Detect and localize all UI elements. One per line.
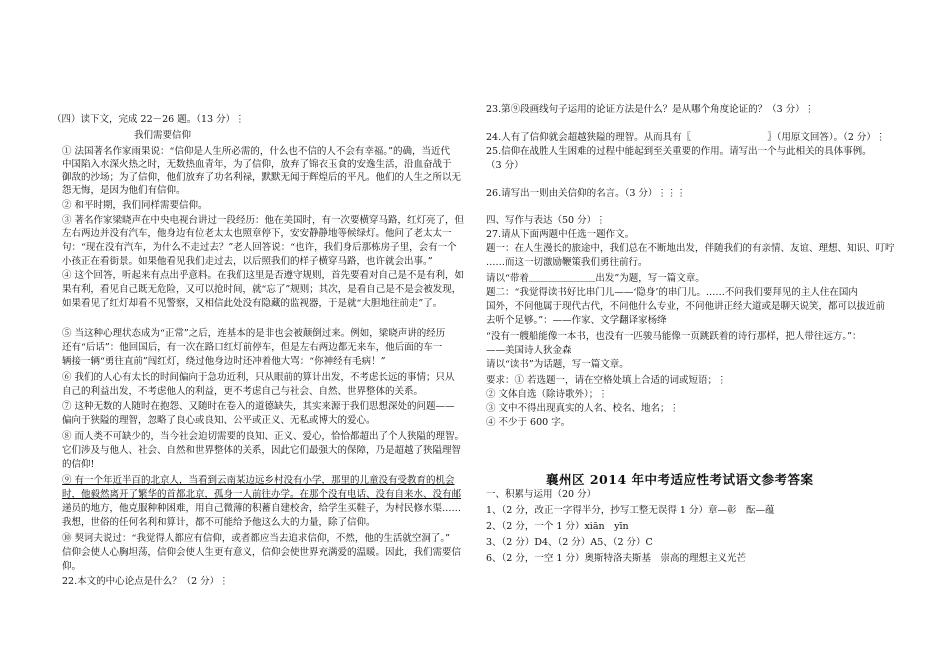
- paragraph-line: ① 法国著名作家雨果说：“信仰是人生所必需的，什么也不信的人不会有幸福。”的确，当近代: [62, 146, 450, 157]
- answer-line: 3、（2 分）D4、（2 分）A5、（2 分）C: [486, 537, 653, 548]
- question-26: 26.请写出一则由关信仰的名言。（3 分）⋮⋮⋮: [486, 188, 686, 199]
- paragraph-line: 自己的利益出发，不考虑他人的利益，更不考虑自己与社会、自然、世界整体的关系。: [62, 386, 424, 397]
- paragraph-line: ⑤ 当这种心理状态成为“正常”之后，连基本的是非也会被颠倒过来。例如，梁晓声讲的经历: [62, 328, 446, 339]
- question-23: 23.第⑨段画线句子运用的论证方法是什么？是从哪个角度论证的？（3 分）⋮: [486, 104, 815, 115]
- prompt-line: ……而这一切激励鞭策我们勇往前行。: [486, 257, 648, 268]
- paragraph-line: 小孩正在看街景。如果他看见我们走过去，以后照我们的样子横穿马路，也许就会出事。”: [62, 256, 433, 267]
- underlined-sentence: ⑨ 有一个年近半百的北京人，当看到云南某边远乡村没有小学，那里的儿童没有受教育的机会: [62, 475, 455, 486]
- paragraph-line: ④ 这个回答，听起来有点出乎意料。在我们这里是否遵守规则，首先要看对自己是不是有利，如: [62, 270, 465, 281]
- answer-line: 一、积累与运用（20 分）: [486, 489, 597, 500]
- answer-line: 1、（2 分，改正一字得半分，抄写工整无误得 1 分）章—彰 酝—蕴: [486, 505, 775, 516]
- paragraph-line: ⑦ 这种无数的人随时在抱怨、又随时在卷入的道德缺失，其实来源于我们思想深处的问题——: [62, 401, 455, 412]
- paragraph-line: 如果看见了红灯却看不见警察，又相信此处没有隐藏的监视器，于是就“大胆地往前走”了。: [62, 298, 443, 309]
- paragraph-line: 还有“后话”：他回国后，有一次在路口红灯前停车，但是左右两边都无来车，他后面的车一: [62, 342, 443, 353]
- question-22: 22.本文的中心论点是什么？（2 分）⋮: [62, 576, 229, 587]
- paragraph-line: 辆接一辆“勇往直前”闯红灯，绕过他身边时还冲着他大骂：“你神经有毛病！”: [62, 356, 386, 367]
- question-27: 27.请从下面两题中任选一题作文。: [486, 229, 635, 240]
- paragraph-line: 怨无悔，是因为他们有信仰。: [62, 185, 186, 196]
- writing-section-heading: 四、写作与表达（50 分）⋮: [486, 215, 606, 226]
- paragraph-line: 信仰会使人心胸坦荡，信仰会使人生更有意义，信仰会使世界充满爱的温暖。因此，我们需要信: [62, 547, 462, 558]
- section-heading: （四）读下文，完成 22－26 题。（13 分）⋮: [52, 114, 245, 125]
- prompt-line: 题二：“我觉得读书好比串门儿——‘隐身’的串门儿。……不问我们要拜见的主人住在国内: [486, 287, 858, 298]
- paragraph-line: ⑩ 契诃夫说过：“我觉得人都应有信仰，或者都应当去追求信仰，不然，他的生活就空洞了。”: [62, 533, 450, 544]
- paragraph-line: ⑥ 我们的人心有太长的时间偏向于急功近利，只从眼前的算计出发，不考虑长远的事情；只从: [62, 372, 455, 383]
- question-24: 24.人有了信仰就会超越狭隘的理智。从而具有〖 〗（用原文回答）。（2 分）⋮: [486, 132, 886, 143]
- paragraph-line: ③ 著名作家梁晓声在中央电视台讲过一段经历：他在美国时，有一次要横穿马路，红灯亮了，但: [62, 215, 465, 226]
- requirements-line: ④ 不少于 600 字。: [486, 417, 571, 428]
- question-25: 25.信仰在战胜人生困难的过程中能起到至关重要的作用。请写出一个与此相关的具体事例。: [486, 146, 872, 157]
- prompt-line: 请以“带着＿＿＿＿＿＿＿出发”为题，写一篇文章。: [486, 273, 705, 284]
- prompt-line: 国外，不问他属于现代古代，不问他什么专业，不问他讲正经大道或是聊天说笑，都可以拔近前: [486, 301, 886, 312]
- prompt-line: “没有一艘船能像一本书，也没有一匹骏马能像一页跳跃着的诗行那样，把人带往远方。”：: [486, 331, 862, 342]
- underlined-sentence: 时，他毅然离开了繁华的首都北京，孤身一人前往办学。在那个没有电话、没有自来水、没有邮: [62, 489, 462, 500]
- prompt-line: 请以“读书”为话题，写一篇文章。: [486, 359, 629, 370]
- paragraph-line: 它们涉及与他人、社会、自然和世界整体的关系，因此它们最强大的保障，乃是超越了狭隘理智: [62, 445, 462, 456]
- requirements-line: ② 文体自选（除诗歌外）；⋮: [486, 389, 608, 400]
- paragraph-line: 果有利，看见自己既无危险，又可以抢时间，就“忘了”规则；其次，是看自己是不是会被发现，: [62, 284, 462, 295]
- paragraph-line: 御敌的沙场；为了信仰，他们放弃了功名利禄，默默无闻于辉煌后的平凡。他们的人生之所以无: [62, 172, 462, 183]
- paragraph-line: 的信仰!: [62, 459, 95, 470]
- paragraph-line: 递员的地方，他克服种种困难，用自己微薄的积蓄自建校舍，给学生买鞋子，为村民修水渠……: [62, 503, 462, 514]
- paragraph-line: 左右两边并没有汽车，他身边有位老太太也照章停下，安安静静地等候绿灯。他问了老太太一: [62, 228, 452, 239]
- answer-line: 6、（2 分，一空 1 分）奥斯特洛夫斯基 崇高的理想主义光芒: [486, 553, 746, 564]
- requirements-line: 要求：① 若选题一，请在空格处填上合适的词或短语；⋮: [486, 375, 727, 386]
- prompt-line: ——美国诗人狄金森: [486, 345, 572, 356]
- paragraph-line: ⑧ 而人类不可缺少的，当今社会迫切需要的良知、正义、爱心，恰恰都超出了个人狭隘的理智。: [62, 431, 465, 442]
- prompt-line: 题一：在人生漫长的旅途中，我们总在不断地出发，伴随我们的有亲情、友谊、理想、知识、叮咛: [486, 243, 895, 254]
- paragraph-line: 中国陷入水深火热之时，无数热血青年，为了信仰，放弃了锦衣玉食的安逸生活，沿血奋战于: [62, 159, 452, 170]
- requirements-line: ③ 文中不得出现真实的人名、校名、地名；⋮: [486, 403, 680, 414]
- answer-line: 2、（2 分，一个 1 分）xiān yīn: [486, 521, 629, 532]
- answers-title: 襄州区 2014 年中考适应性考试语文参考答案: [546, 472, 814, 487]
- paragraph-line: 我想，世俗的任何名利和算计，都不可能给予他这么大的力量，除了信仰。: [62, 517, 376, 528]
- question-25-score: （3 分）: [486, 160, 524, 171]
- paragraph-line: 句：“现在没有汽车，为什么不走过去？”老人回答说：“也许，我们身后那栋房子里，会有一个: [62, 242, 457, 253]
- prompt-line: 去听个足够。”：——作家、文学翻译家杨绛: [486, 315, 667, 326]
- paragraph-line: ② 和平时期，我们同样需要信仰。: [62, 200, 208, 211]
- paragraph-line: 偏向于狭隘的理智，忽略了良心或良知、公平或正义、无私或博大的爱心。: [62, 415, 376, 426]
- paragraph-line: 仰。: [62, 561, 82, 572]
- article-title: 我们需要信仰: [134, 130, 192, 141]
